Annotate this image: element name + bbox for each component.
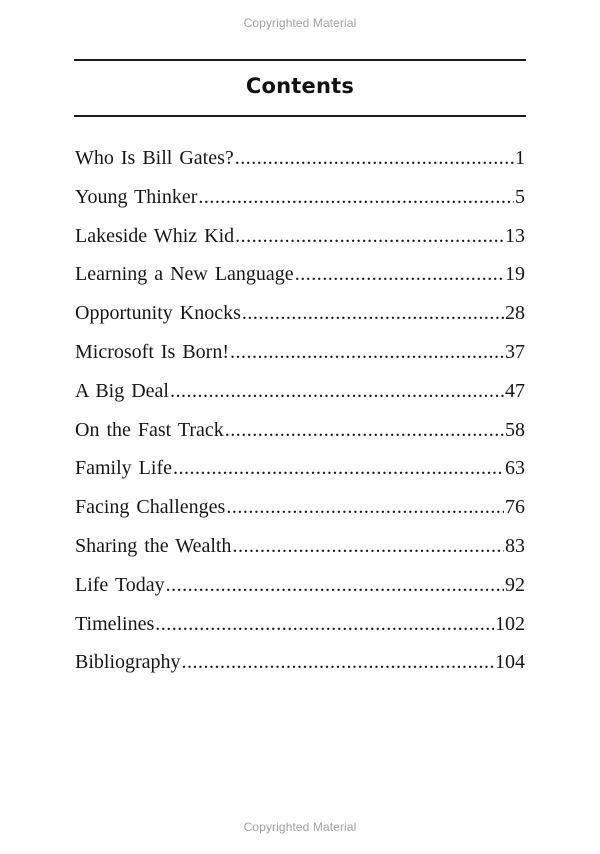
toc-entry-page: 76 xyxy=(505,496,525,519)
toc-leader-dots xyxy=(173,457,504,480)
toc-leader-dots xyxy=(235,225,504,248)
toc-entry xyxy=(75,496,525,535)
toc-leader-dots xyxy=(170,380,504,403)
toc-entry xyxy=(75,263,525,302)
heading-top-rule xyxy=(74,59,526,61)
toc-leader-dots xyxy=(242,302,504,325)
copyright-watermark-top: Copyrighted Material xyxy=(243,16,357,30)
toc-leader-dots xyxy=(155,613,494,636)
toc-entry-title: Facing Challenges xyxy=(75,496,226,519)
toc-entry xyxy=(75,186,525,225)
toc-entry xyxy=(75,380,525,419)
toc-entry-page: 5 xyxy=(515,185,525,208)
toc-entry xyxy=(75,225,525,264)
toc-entry xyxy=(75,302,525,341)
toc-entry-page: 102 xyxy=(495,612,525,635)
toc-leader-dots xyxy=(235,147,514,170)
toc-entry-title: Sharing the Wealth xyxy=(75,534,232,557)
toc-entry-title: Timelines xyxy=(75,612,155,635)
toc-entry-page: 104 xyxy=(495,651,525,674)
toc-leader-dots xyxy=(198,186,514,209)
toc-entry-page: 92 xyxy=(505,573,525,596)
toc-leader-dots xyxy=(166,574,504,597)
copyright-watermark-bottom: Copyrighted Material xyxy=(243,820,357,834)
toc-entry-page: 19 xyxy=(505,263,525,286)
toc-entry-page: 37 xyxy=(505,340,525,363)
toc-entry-title: Lakeside Whiz Kid xyxy=(75,224,235,247)
toc-entry-title: Learning a New Language xyxy=(75,263,294,286)
toc-entry-page: 47 xyxy=(505,379,525,402)
toc-entry xyxy=(75,574,525,613)
page-title: Contents xyxy=(245,74,355,98)
heading-bottom-rule xyxy=(74,115,526,117)
toc-entry-title: Bibliography xyxy=(75,651,181,674)
toc-entry-title: Microsoft Is Born! xyxy=(75,340,229,363)
toc-entry-page: 1 xyxy=(515,147,525,169)
toc-entry-title: Family Life xyxy=(75,457,172,480)
toc-entry-title: A Big Deal xyxy=(75,379,169,402)
toc-leader-dots xyxy=(232,535,504,558)
toc-entry xyxy=(75,613,525,652)
toc-entry xyxy=(75,651,525,690)
toc-entry-page: 58 xyxy=(505,418,525,441)
toc-entry xyxy=(75,419,525,458)
toc-entry-title: On the Fast Track xyxy=(75,418,224,441)
table-of-contents xyxy=(75,147,525,690)
toc-entry-page: 63 xyxy=(505,457,525,480)
toc-entry xyxy=(75,147,525,186)
toc-leader-dots xyxy=(295,263,504,286)
toc-leader-dots xyxy=(225,419,504,442)
toc-leader-dots xyxy=(230,341,504,364)
toc-leader-dots xyxy=(182,651,494,674)
toc-entry-title: Life Today xyxy=(75,573,165,596)
toc-entry-page: 83 xyxy=(505,534,525,557)
toc-entry xyxy=(75,341,525,380)
toc-entry-page: 13 xyxy=(505,224,525,247)
toc-entry-title: Who Is Bill Gates? xyxy=(75,147,234,169)
toc-leader-dots xyxy=(226,496,504,519)
toc-entry-title: Young Thinker xyxy=(75,185,198,208)
toc-entry-title: Opportunity Knocks xyxy=(75,302,241,325)
toc-entry xyxy=(75,535,525,574)
toc-entry-page: 28 xyxy=(505,302,525,325)
toc-entry xyxy=(75,457,525,496)
